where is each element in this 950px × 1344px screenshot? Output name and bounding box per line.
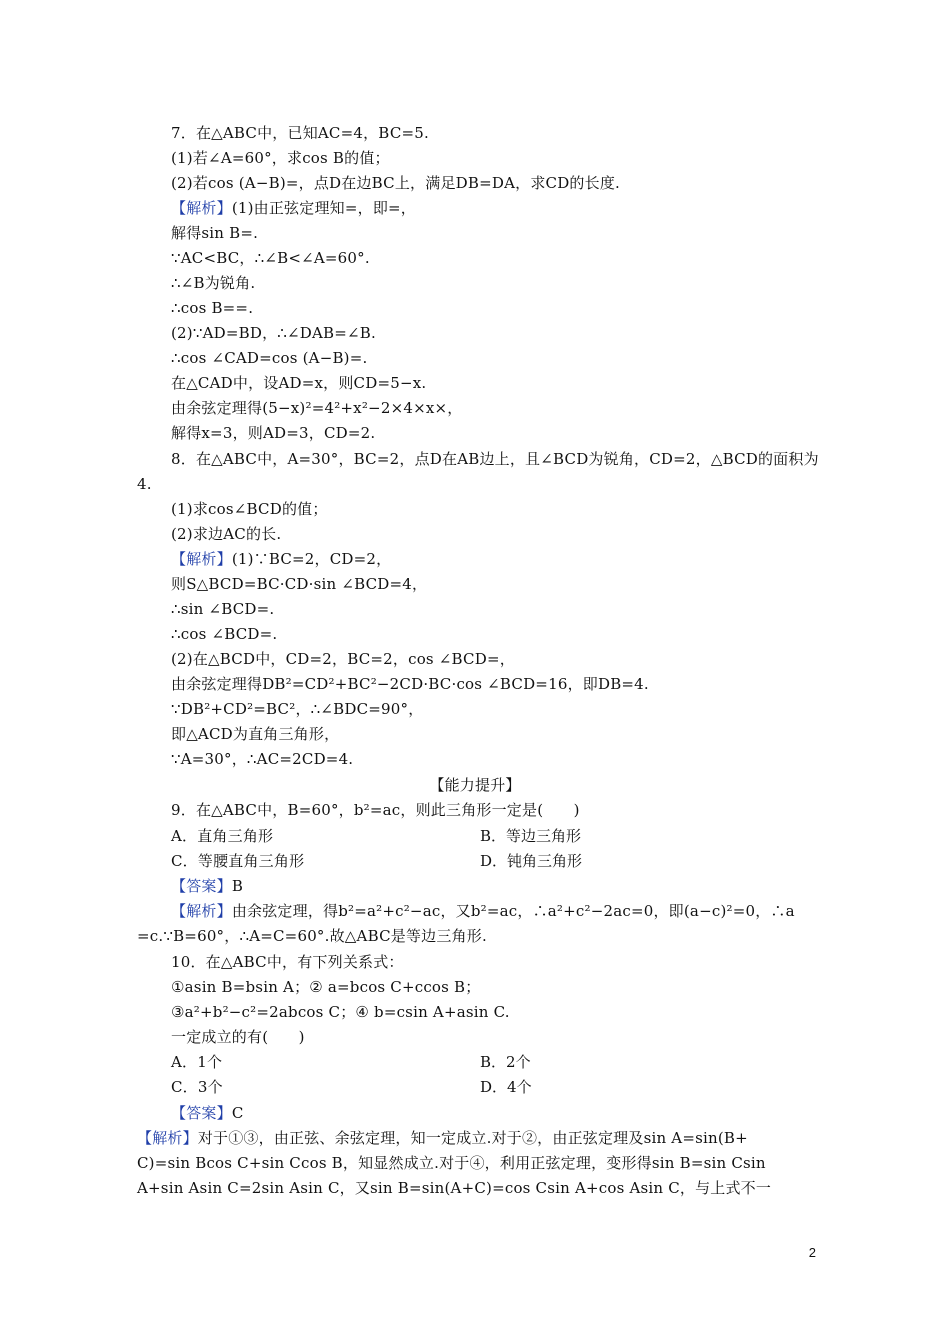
solution-line: ∵AC<BC，∴∠B<∠A=60°. (171, 249, 370, 267)
solution-line: (2)在△BCD中，CD=2，BC=2，cos ∠BCD=， (171, 650, 515, 668)
solution-line: ∴∠B为锐角. (171, 274, 256, 292)
solution-line: ∴sin ∠BCD=. (171, 600, 275, 618)
problem-8-part2: (2)求边AC的长. (171, 525, 282, 543)
analysis-tag: 【解析】 (171, 902, 232, 920)
choice-b: B．等边三角形 (480, 827, 582, 845)
choice-b: B．2个 (480, 1053, 531, 1071)
solution-line: ∴cos ∠BCD=. (171, 625, 278, 643)
solution-line: 则S△BCD=BC·CD·sin ∠BCD=4， (171, 575, 428, 593)
problem-7-title: 7．在△ABC中，已知AC=4，BC=5. (171, 124, 429, 142)
problem-8-part1: (1)求cos∠BCD的值； (171, 500, 328, 518)
answer-tag: 【答案】 (171, 1104, 232, 1122)
problem-8-title-continued: 4. (137, 475, 152, 493)
solution-line: =c.∵B=60°，∴A=C=60°.故△ABC是等边三角形. (137, 927, 487, 945)
solution-line: 即△ACD为直角三角形， (171, 725, 340, 743)
choice-c: C．等腰直角三角形 (171, 852, 305, 870)
problem-7-part2: (2)若cos (A−B)=，点D在边BC上，满足DB=DA，求CD的长度. (171, 174, 620, 192)
solution-line: (2)∵AD=BD，∴∠DAB=∠B. (171, 324, 376, 342)
problem-10-analysis: 【解析】对于①③，由正弦、余弦定理，知一定成立.对于②，由正弦定理及sin A=sin(B+ (137, 1129, 748, 1147)
problem-10-title: 10．在△ABC中，有下列关系式： (171, 953, 404, 971)
choice-row (171, 851, 304, 871)
problem-7-part1: (1)若∠A=60°，求cos B的值； (171, 149, 390, 167)
solution-line: 在△CAD中，设AD=x，则CD=5−x. (171, 374, 427, 392)
solution-line: C)=sin Bcos C+sin Ccos B，知显然成立.对于④，利用正弦定理，变形得sin B=sin Csin (137, 1154, 766, 1172)
analysis-tag: 【解析】 (171, 550, 232, 568)
choice-row (171, 1077, 223, 1097)
choice-row (171, 1052, 222, 1072)
choice-a: A．直角三角形 (171, 827, 274, 845)
problem-8-analysis: 【解析】(1)∵BC=2，CD=2， (171, 550, 392, 568)
solution-line: ∵DB²+CD²=BC²，∴∠BDC=90°， (171, 700, 424, 718)
answer-line: 【答案】C (171, 1104, 244, 1122)
solution-line: 由余弦定理得(5−x)²=4²+x²−2×4×x×， (171, 399, 463, 417)
choice-c: C．3个 (171, 1078, 223, 1096)
relation-line: ③a²+b²−c²=2abcos C；④ b=csin A+asin C. (171, 1003, 510, 1021)
page-number: 2 (808, 1245, 816, 1260)
solution-line: ∴cos ∠CAD=cos (A−B)=. (171, 349, 368, 367)
problem-9-analysis: 【解析】由余弦定理，得b²=a²+c²−ac，又b²=ac，∴a²+c²−2ac=0，即(a−c)²=0，∴a (171, 902, 795, 920)
solution-line: ∴cos B==. (171, 299, 254, 317)
problem-9-title: 9．在△ABC中，B=60°，b²=ac，则此三角形一定是( ) (171, 801, 580, 819)
question-line: 一定成立的有( ) (171, 1028, 305, 1046)
analysis-tag: 【解析】 (137, 1129, 198, 1147)
choice-d: D．钝角三角形 (480, 852, 583, 870)
solution-line: 由余弦定理得DB²=CD²+BC²−2CD·BC·cos ∠BCD=16，即DB=4. (171, 675, 649, 693)
answer-line: 【答案】B (171, 877, 244, 895)
choice-row (171, 826, 273, 846)
section-heading: 【能力提升】 (429, 776, 521, 794)
problem-7-analysis: 【解析】(1)由正弦定理知=，即=， (171, 199, 416, 217)
problem-8-title: 8．在△ABC中，A=30°，BC=2，点D在AB边上，且∠BCD为锐角，CD=2，△BCD的面积为 (171, 450, 819, 468)
solution-line: A+sin Asin C=2sin Asin C，又sin B=sin(A+C)=cos Csin A+cos Asin C，与上式不一 (137, 1179, 772, 1197)
choice-d: D．4个 (480, 1078, 532, 1096)
choice-a: A．1个 (171, 1053, 223, 1071)
solution-line: 解得x=3，则AD=3，CD=2. (171, 424, 376, 442)
relation-line: ①asin B=bsin A；② a=bcos C+ccos B； (171, 978, 481, 996)
solution-line: 解得sin B=. (171, 224, 259, 242)
solution-line: ∵A=30°，∴AC=2CD=4. (171, 750, 354, 768)
analysis-tag: 【解析】 (171, 199, 232, 217)
answer-tag: 【答案】 (171, 877, 232, 895)
